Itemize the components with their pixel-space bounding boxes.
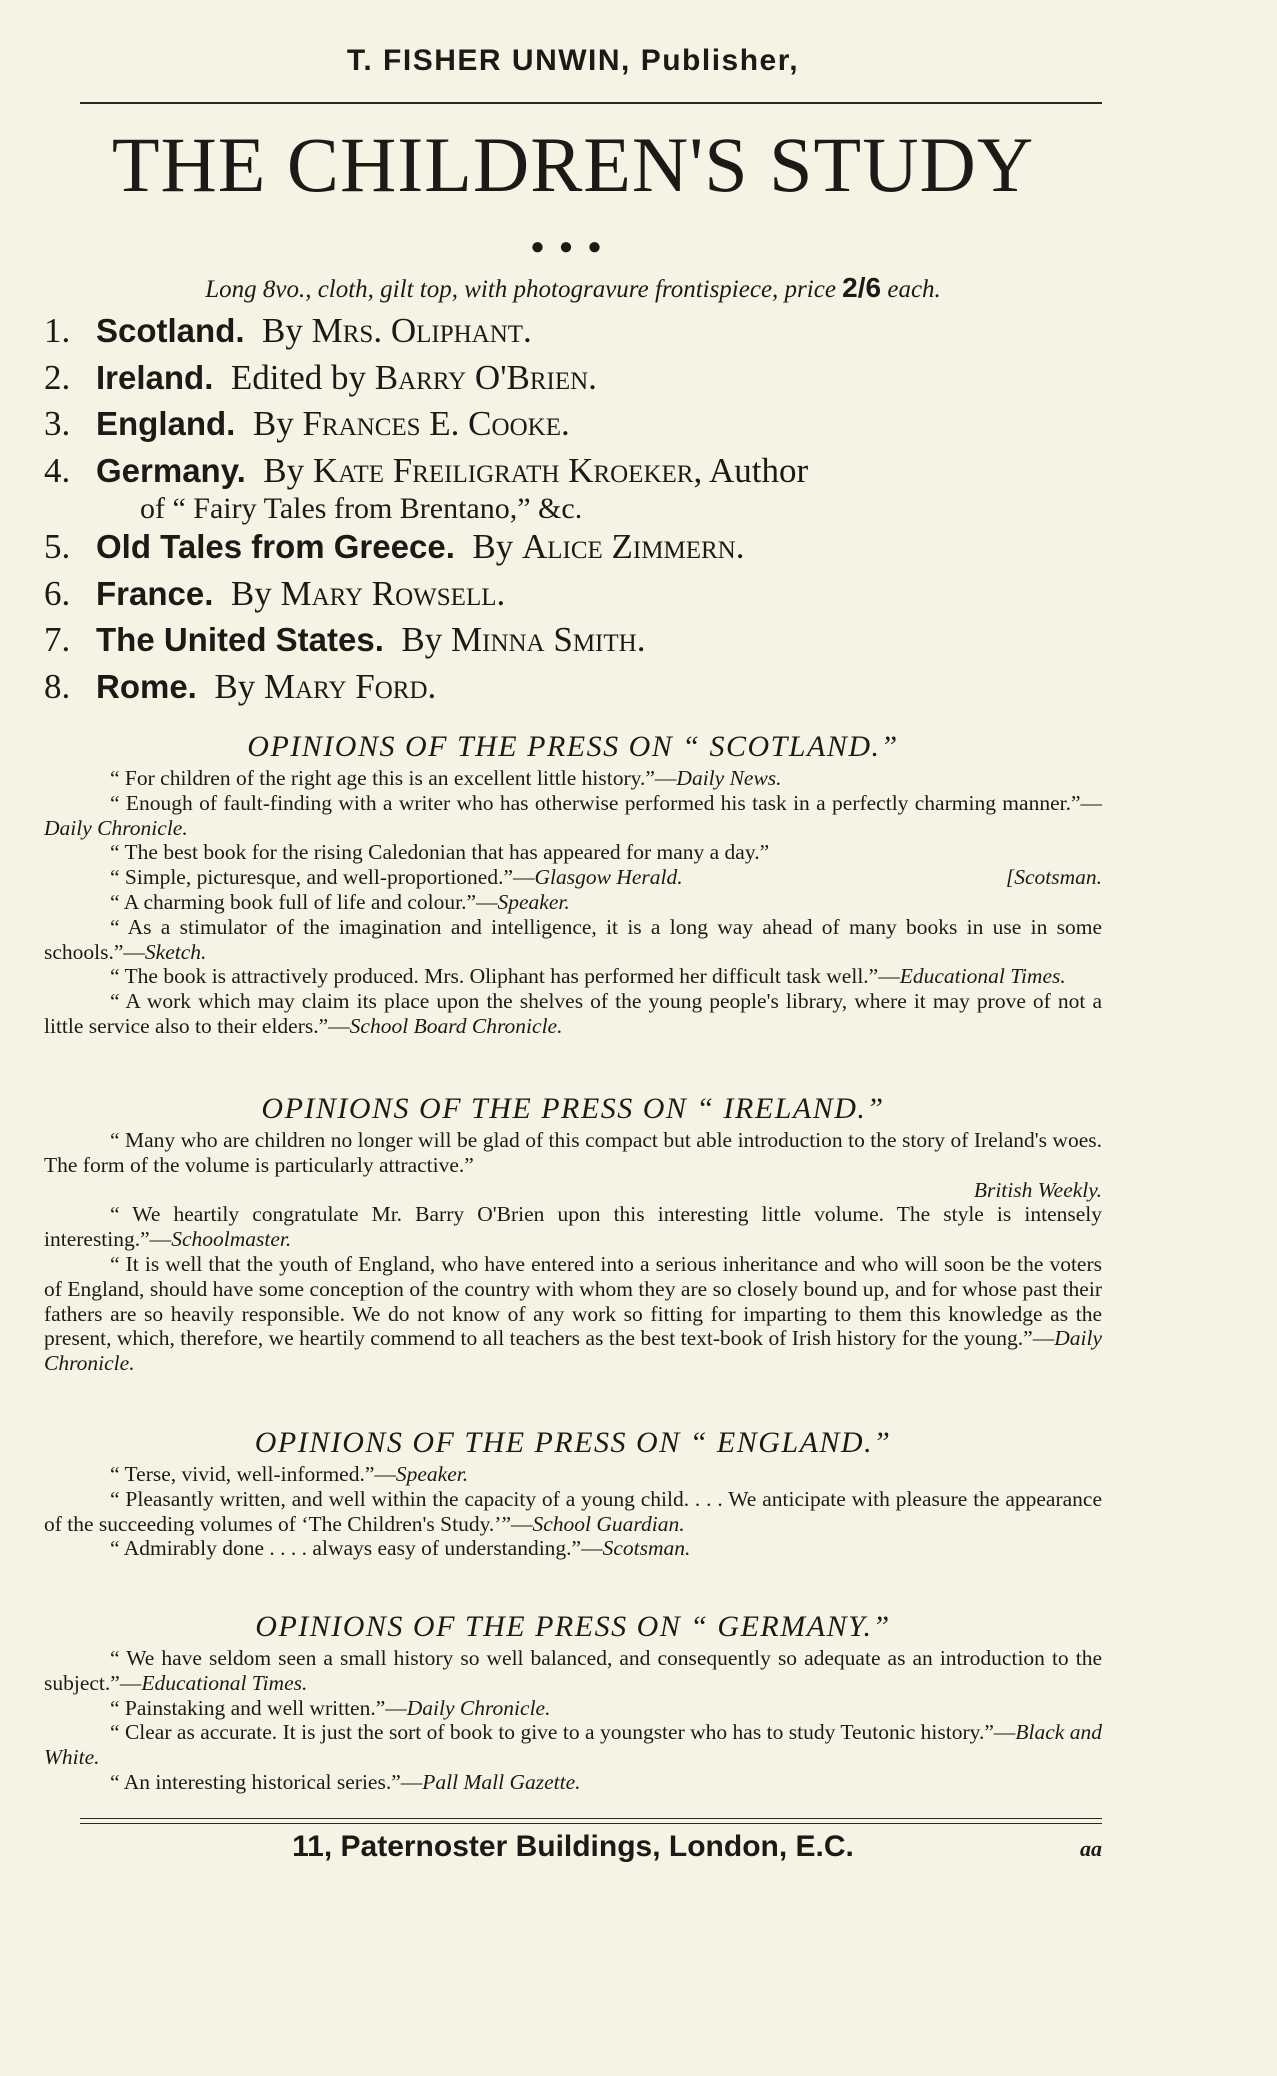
press-opinion: “ As a stimulator of the imagination and intelligence, it is a long way ahead of many books in use in some schools.”—Sketch. — [44, 914, 1102, 964]
publisher-header: T. FISHER UNWIN, Publisher, — [346, 44, 800, 77]
section-heading: OPINIONS OF THE PRESS ON “ GERMANY.” — [255, 1610, 891, 1643]
section-heading: OPINIONS OF THE PRESS ON “ IRELAND.” — [261, 1092, 885, 1125]
scotland-opinions — [44, 728, 1102, 1039]
england-opinions — [44, 1424, 1102, 1561]
book-item: 7. The United States. By Minna Smith. — [44, 620, 646, 659]
book-item-continuation: of “ Fairy Tales from Brentano,” &c. — [140, 492, 583, 525]
press-opinion: “ A work which may claim its place upon the shelves of the young people's library, where it may prove of not a little service also to their elders.”—School Board Chronicle. — [44, 989, 1102, 1038]
ireland-opinions — [44, 1090, 1102, 1376]
book-item: 3. England. By Frances E. Cooke. — [44, 404, 570, 443]
press-opinion: “ We heartily congratulate Mr. Barry O'Brien upon this interesting little volume. The style is intensely interesting.”—Schoolmaster. — [44, 1202, 1102, 1252]
press-opinion: “ Painstaking and well written.”—Daily Chronicle. — [110, 1695, 551, 1720]
series-format-text: Long 8vo., cloth, gilt top, with photogravure frontispiece, price — [205, 276, 836, 303]
press-opinion: “ It is well that the youth of England, who have entered into a serious inheritance and who will soon be the voters of England, should have some conception of the country with whom they are so closely bound up, and for whose past their fathers are so heavily responsible. We do not know of any work so fitting for imparting to them this knowledge as the present, which, therefore, we heartily commend to all teachers as the best text-book of Irish history for the young.”—Daily Chronicle. — [44, 1251, 1102, 1376]
series-price-suffix: each. — [887, 276, 941, 303]
ornament-dots: ●●● — [530, 234, 616, 260]
book-list — [44, 308, 1102, 710]
press-opinion: [Scotsman. “ Simple, picturesque, and well-proportioned.”—Glasgow Herald. — [110, 865, 1102, 890]
press-opinion: “ Pleasantly written, and well within the capacity of a young child. . . . We anticipate with pleasure the appearance of the succeeding volumes of ‘The Children's Study.’”—School Guardian. — [44, 1486, 1102, 1536]
press-opinion: “ The best book for the rising Caledonian that has appeared for many a day.” — [110, 840, 770, 865]
germany-opinions — [44, 1608, 1102, 1795]
book-item: 1. Scotland. By Mrs. Oliphant. — [44, 311, 532, 350]
press-opinion: “ Many who are children no longer will be glad of this compact but able introduction to the story of Ireland's woes. The form of the volume is particularly attractive.” British Weekly. — [44, 1128, 1102, 1202]
section-heading: OPINIONS OF THE PRESS ON “ ENGLAND.” — [254, 1426, 892, 1459]
bottom-rule — [80, 1823, 1102, 1824]
book-item: 5. Old Tales from Greece. By Alice Zimmern. — [44, 527, 745, 566]
top-rule — [80, 102, 1102, 104]
press-opinion: “ The book is attractively produced. Mrs. Oliphant has performed her difficult task well.”—Educational Times. — [110, 964, 1066, 989]
book-item: 6. France. By Mary Rowsell. — [44, 573, 506, 613]
publisher-address: 11, Paternoster Buildings, London, E.C. — [292, 1830, 854, 1863]
series-price: 2/6 — [842, 272, 882, 303]
book-item: 8. Rome. By Mary Ford. — [44, 666, 437, 706]
press-opinion: “ An interesting historical series.”—Pall Mall Gazette. — [110, 1769, 581, 1794]
bottom-rule — [80, 1818, 1102, 1819]
signature-mark: aa — [1080, 1836, 1102, 1861]
press-opinion: “ Admirably done . . . . always easy of understanding.”—Scotsman. — [110, 1536, 691, 1561]
press-opinion: “ We have seldom seen a small history so well balanced, and consequently so adequate as an introduction to the subject.”—Educational Times. — [44, 1646, 1102, 1695]
book-item: 2. Ireland. Edited by Barry O'Brien. — [44, 357, 597, 397]
press-opinion: “ Clear as accurate. It is just the sort of book to give to a youngster who has to study Teutonic history.”—Black and White. — [44, 1720, 1102, 1770]
series-description — [44, 272, 1102, 304]
press-opinion: “ Enough of fault-finding with a writer who has otherwise performed his task in a perfectly charming manner.”—Daily Chronicle. — [44, 790, 1102, 840]
page-title: THE CHILDREN'S STUDY — [111, 121, 1035, 208]
press-opinion: “ A charming book full of life and colour.”—Speaker. — [110, 889, 570, 914]
press-opinion: “ For children of the right age this is an excellent little history.”—Daily News. — [110, 766, 782, 790]
section-heading: OPINIONS OF THE PRESS ON “ SCOTLAND.” — [247, 730, 899, 763]
book-item: 4. Germany. By Kate Freiligrath Kroeker, Author of “ Fairy Tales from Brentano,” &c. — [44, 448, 1102, 525]
press-opinion: “ Terse, vivid, well-informed.”—Speaker. — [110, 1462, 469, 1486]
